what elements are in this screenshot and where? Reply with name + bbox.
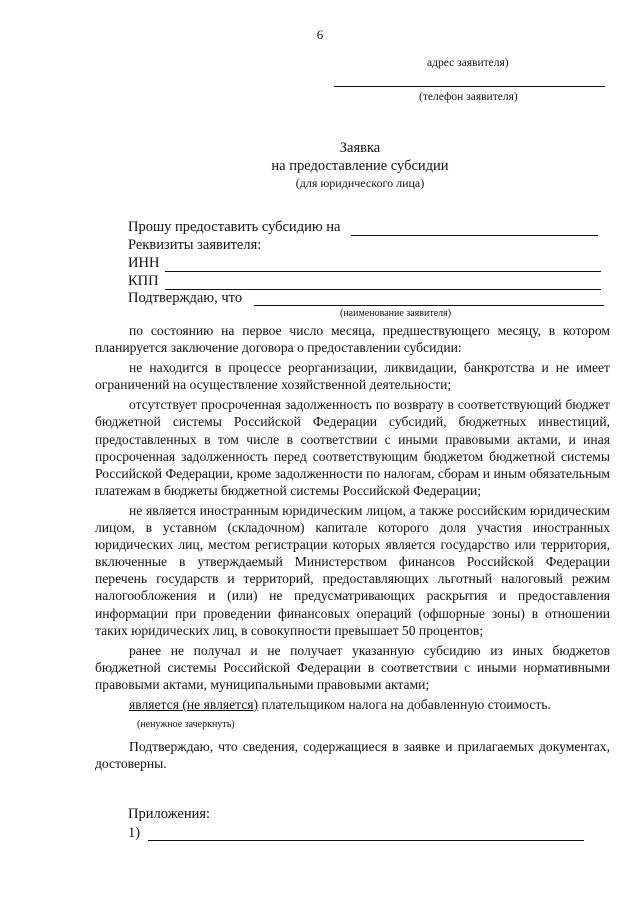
attachments-label: Приложения: — [128, 806, 211, 822]
requisites-label: Реквизиты заявителя: — [128, 237, 262, 253]
subsidy-purpose-field[interactable] — [351, 235, 598, 236]
address-label: адрес заявителя) — [427, 57, 509, 69]
paragraph: отсутствует просроченная задолженность по возврату в соответствующий бюджет бюджетной системы Российской Федерации субсидий, бюджетных инвестиций, предоставленных в том числе в соответствии с иными правовыми актами, и иная просроченная задолженность перед соответствующим бюджетом бюджетной системы Российской Федерации, кроме задолженности по налогам, сборам и иным обязательным платежам в бюджеты бюджетной системы Российской Федерации; — [95, 397, 610, 498]
paragraph: не является иностранным юридическим лицом, а также российским юридическим лицом, в уставном (складочном) капитале которого доля участия иностранных юридических лиц, местом регистрации которых является государство или территория, включенные в утверждаемый Министерством финансов Российской Федерации перечень государств и территорий, предоставляющих льготный налоговый режим налогообложения и (или) не предусматривающих раскрытия и предоставления информации при проведении финансовых операций (офшорные зоны) в отношении таких юридических лиц, в совокупности превышает 50 процентов; — [95, 502, 610, 638]
phone-line — [334, 86, 605, 87]
vat-rest: плательщиком налога на добавленную стоимость. — [258, 696, 551, 712]
paragraph: не находится в процессе реорганизации, ликвидации, банкротства и не имеет ограничений на осуществление хозяйственной деятельности; — [95, 360, 610, 393]
vat-paragraph — [95, 696, 610, 713]
paragraph: ранее не получал и не получает указанную субсидию из иных бюджетов бюджетной системы Российской Федерации в соответствии с иными нормативными правовыми актами, муниципальными правовыми актами; — [95, 642, 610, 692]
phone-label: (телефон заявителя) — [419, 91, 518, 103]
vat-choice[interactable]: является (не является) — [129, 696, 259, 712]
doc-subtitle: на предоставление субсидии — [271, 158, 449, 174]
doc-subtitle-note: (для юридического лица) — [295, 176, 425, 190]
inn-label: ИНН — [128, 255, 160, 271]
paragraph: Подтверждаю, что сведения, содержащиеся в заявке и прилагаемых документах, достоверны. — [95, 739, 610, 772]
inn-field[interactable] — [165, 271, 601, 272]
subsidy-purpose-label: Прошу предоставить субсидию на — [128, 219, 341, 235]
applicant-name-field[interactable] — [254, 305, 604, 306]
attachment-item-number: 1) — [128, 825, 141, 841]
body-text — [95, 322, 610, 775]
paragraph: по состоянию на первое число месяца, предшествующего месяцу, в котором планируется заключение договора о предоставлении субсидии: — [95, 323, 610, 356]
applicant-name-hint: (наименование заявителя) — [340, 308, 452, 319]
attachment-item-field[interactable] — [148, 840, 584, 841]
kpp-label: КПП — [128, 273, 159, 289]
vat-hint: (ненужное зачеркнуть) — [137, 719, 235, 731]
doc-title: Заявка — [339, 140, 381, 156]
confirm-label: Подтверждаю, что — [128, 290, 243, 306]
page-number: 6 — [316, 27, 324, 42]
